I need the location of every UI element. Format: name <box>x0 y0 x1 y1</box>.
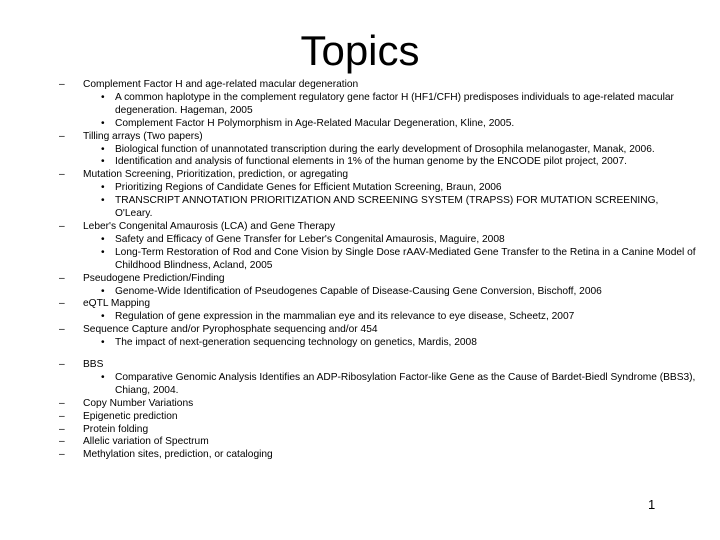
topic-label: Protein folding <box>83 423 149 435</box>
topic-label: Methylation sites, prediction, or cataloging <box>83 449 273 461</box>
topic-row <box>0 411 720 424</box>
topic-label: Sequence Capture and/or Pyrophosphate sequencing and/or 454 <box>83 324 378 336</box>
sub-item-text: TRANSCRIPT ANNOTATION PRIORITIZATION AND SCREENING SYSTEM (TRAPSS) FOR MUTATION SCREENING, O'Leary. <box>115 195 659 220</box>
bullet-marker: • <box>101 91 105 103</box>
topic-row <box>0 359 720 372</box>
topic-item <box>0 436 720 449</box>
topic-label: eQTL Mapping <box>83 298 151 310</box>
topic-item <box>0 79 720 131</box>
sub-item-text: Comparative Genomic Analysis Identifies an ADP-Ribosylation Factor-like Gene as the Cause of Bardet-Biedl Syndrome (BBS3), Chiang, 2004. <box>115 371 696 396</box>
topic-row <box>0 79 720 92</box>
topic-row <box>0 221 720 234</box>
page-number: 1 <box>648 497 656 512</box>
bullet-marker: • <box>101 285 105 297</box>
dash-marker: – <box>59 436 65 448</box>
dash-marker: – <box>59 79 65 90</box>
dash-marker: – <box>59 423 65 435</box>
topic-label: BBS <box>83 359 104 371</box>
sub-item-text: Genome-Wide Identification of Pseudogenes Capable of Disease-Causing Gene Conversion, Bischoff, 2006 <box>115 285 602 297</box>
bullet-marker: • <box>101 371 105 383</box>
topic-label: Pseudogene Prediction/Finding <box>83 272 225 284</box>
topic-row <box>0 298 720 311</box>
sub-item <box>0 182 720 195</box>
topic-list <box>0 79 720 462</box>
sub-item-text: Complement Factor H Polymorphism in Age-Related Macular Degeneration, Kline, 2005. <box>115 117 515 129</box>
topic-label: Tilling arrays (Two papers) <box>83 130 203 142</box>
topic-row <box>0 324 720 337</box>
topic-item <box>0 169 720 221</box>
topic-label: Allelic variation of Spectrum <box>83 436 209 448</box>
bullet-marker: • <box>101 117 105 129</box>
topic-label: Complement Factor H and age-related macular degeneration <box>83 79 359 90</box>
sub-item-text: Regulation of gene expression in the mammalian eye and its relevance to eye disease, Scheetz, 2007 <box>115 311 575 323</box>
sub-item <box>0 372 720 398</box>
topic-item <box>0 324 720 350</box>
topic-row <box>0 449 720 462</box>
sub-item-text: Safety and Efficacy of Gene Transfer for Leber's Congenital Amaurosis, Maguire, 2008 <box>115 233 505 245</box>
topic-item <box>0 411 720 424</box>
sub-item <box>0 92 720 118</box>
topic-label: Epigenetic prediction <box>83 410 178 422</box>
topic-item <box>0 359 720 398</box>
dash-marker: – <box>59 410 65 422</box>
topic-item <box>0 398 720 411</box>
dash-marker: – <box>59 169 65 181</box>
sub-item-text: The impact of next-generation sequencing technology on genetics, Mardis, 2008 <box>115 337 477 349</box>
bullet-marker: • <box>101 233 105 245</box>
sub-item-text: A common haplotype in the complement regulatory gene factor H (HF1/CFH) predisposes individuals to age-related macular degeneration. Hageman, 2005 <box>115 91 674 116</box>
sub-item-text: Long-Term Restoration of Rod and Cone Vision by Single Dose rAAV-Mediated Gene Transfer to the Retina in a Canine Model of Childhood Blindness, Acland, 2005 <box>115 246 696 271</box>
dash-marker: – <box>59 220 65 232</box>
sub-item <box>0 247 720 273</box>
sub-item <box>0 195 720 221</box>
sub-item <box>0 337 720 350</box>
dash-marker: – <box>59 298 65 310</box>
topic-row <box>0 169 720 182</box>
dash-marker: – <box>59 397 65 409</box>
bullet-marker: • <box>101 143 105 155</box>
sub-item <box>0 311 720 324</box>
sub-item <box>0 144 720 157</box>
bullet-marker: • <box>101 182 105 194</box>
dash-marker: – <box>59 449 65 461</box>
topic-row <box>0 273 720 286</box>
bullet-marker: • <box>101 156 105 168</box>
bullet-marker: • <box>101 246 105 258</box>
topic-item <box>0 131 720 170</box>
sub-item-text: Prioritizing Regions of Candidate Genes for Efficient Mutation Screening, Braun, 2006 <box>115 182 502 194</box>
topic-label: Copy Number Variations <box>83 397 194 409</box>
dash-marker: – <box>59 324 65 336</box>
topic-item <box>0 424 720 437</box>
dash-marker: – <box>59 130 65 142</box>
sub-item-text: Identification and analysis of functional elements in 1% of the human genome by the ENCODE pilot project, 2007. <box>115 156 627 168</box>
topic-row <box>0 436 720 449</box>
sub-item <box>0 118 720 131</box>
topic-item <box>0 221 720 273</box>
topic-row <box>0 131 720 144</box>
topic-item <box>0 449 720 462</box>
sub-item <box>0 234 720 247</box>
bullet-marker: • <box>101 337 105 349</box>
topic-row <box>0 424 720 437</box>
dash-marker: – <box>59 359 65 371</box>
topic-item <box>0 273 720 299</box>
bullet-marker: • <box>101 195 105 207</box>
sub-item <box>0 156 720 169</box>
sub-item-text: Biological function of unannotated transcription during the early development of Drosophila melanogaster, Manak, 2006. <box>115 143 655 155</box>
slide-title: Topics <box>300 27 420 74</box>
topic-label: Mutation Screening, Prioritization, prediction, or agregating <box>83 169 349 181</box>
topic-item <box>0 298 720 324</box>
bullet-marker: • <box>101 311 105 323</box>
spacer <box>0 350 720 359</box>
dash-marker: – <box>59 272 65 284</box>
topic-row <box>0 398 720 411</box>
topic-label: Leber's Congenital Amaurosis (LCA) and Gene Therapy <box>83 220 336 232</box>
sub-item <box>0 286 720 299</box>
